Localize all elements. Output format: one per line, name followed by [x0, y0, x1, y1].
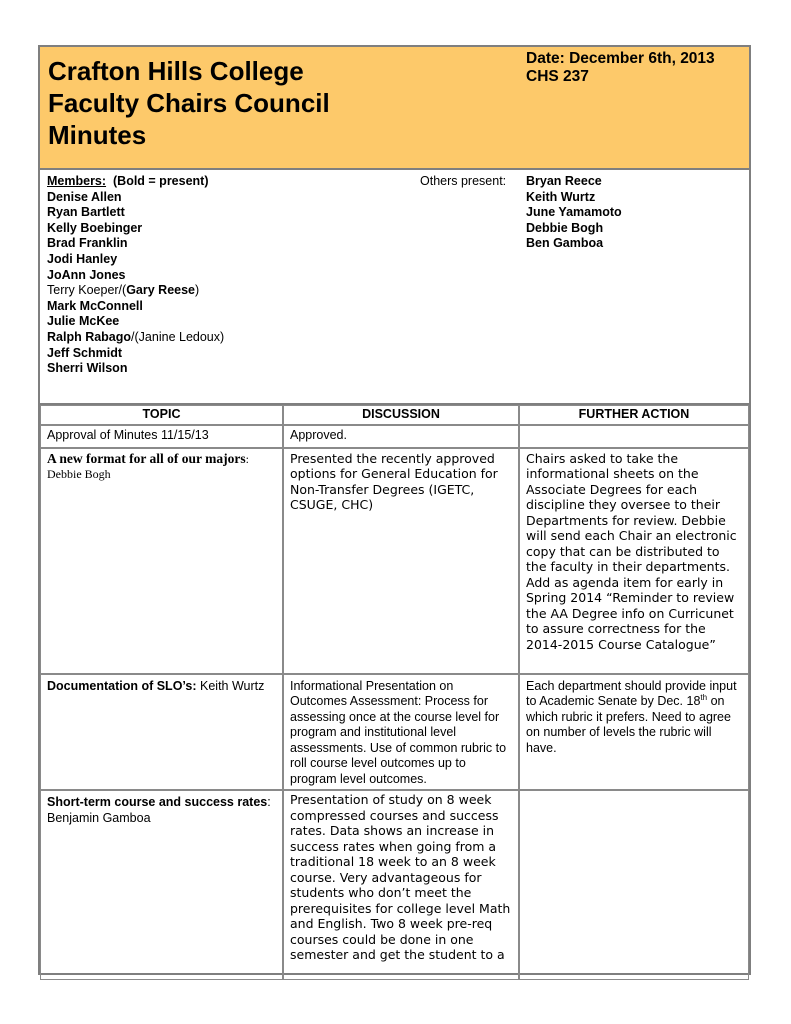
- topic-presenter: Keith Wurtz: [196, 678, 265, 693]
- members-section: [40, 170, 749, 405]
- member: Jeff Schmidt: [47, 345, 123, 360]
- title-line: Crafton Hills College: [48, 56, 304, 86]
- guest: Ben Gamboa: [526, 236, 604, 251]
- topic-presenter: Debbie Bogh: [47, 467, 111, 481]
- action-cell: [519, 425, 749, 448]
- table-row: [40, 790, 749, 980]
- column-header-action: FURTHER ACTION: [519, 405, 749, 425]
- members-legend: (Bold = present): [113, 174, 209, 188]
- guest: Bryan Reece: [526, 174, 602, 188]
- discussion-cell: Presented the recently approved options for General Education for Non-Transfer Degrees (IGETC, CSUGE, CHC): [283, 448, 519, 674]
- document-title: [48, 55, 330, 151]
- column-header-topic: TOPIC: [40, 405, 283, 425]
- guest: Keith Wurtz: [526, 189, 596, 204]
- member: Terry Koeper/(Gary Reese): [47, 283, 200, 298]
- guest: Debbie Bogh: [526, 220, 604, 235]
- title-line: Faculty Chairs Council: [48, 88, 330, 118]
- topic-cell: [40, 674, 283, 791]
- topic-cell: [40, 790, 283, 980]
- members-label: Members:: [47, 174, 107, 188]
- member: Denise Allen: [47, 189, 122, 204]
- member: Julie McKee: [47, 314, 120, 329]
- title-line: Minutes: [48, 120, 147, 150]
- action-cell: Each department should provide input to Academic Senate by Dec. 18th on which rubric it prefers. Need to agree on number of levels the rubric will have.: [519, 674, 749, 791]
- action-cell: Chairs asked to take the informational sheets on the Associate Degrees for each discipline they oversee to their Departments for review. Debbie will send each Chair an electronic copy that can be distributed to the faculty in their departments. Add as agenda item for early in Spring 2014 “Reminder to review the AA Degree info on Curricunet to assure correctness for the 2014-2015 Course Catalogue”: [519, 448, 749, 674]
- action-cell: [519, 790, 749, 980]
- member: JoAnn Jones: [47, 267, 126, 282]
- table-header-row: [40, 405, 749, 425]
- members-heading: [47, 174, 224, 190]
- column-header-discussion: DISCUSSION: [283, 405, 519, 425]
- member: Kelly Boebinger: [47, 220, 143, 235]
- table-row: [40, 425, 749, 448]
- meeting-meta: [526, 50, 715, 86]
- topic-title: Documentation of SLO’s:: [47, 678, 197, 693]
- topic-title: Short-term course and success rates: [47, 795, 268, 809]
- member: Ralph Rabago/(Janine Ledoux): [47, 329, 225, 344]
- members-list: [47, 174, 224, 377]
- discussion-cell: Informational Presentation on Outcomes Assessment: Process for assessing once at the course level for program and institutional level assessments. Use of common rubric to roll course level outcomes up to program level outcomes.: [283, 674, 519, 791]
- meeting-date: Date: December 6th, 2013: [526, 50, 715, 67]
- discussion-cell: Approved.: [283, 425, 519, 448]
- others-present-label: Others present:: [420, 174, 507, 188]
- table-row: [40, 674, 749, 791]
- member: Ryan Bartlett: [47, 205, 125, 220]
- topic-title: A new format for all of our majors: [47, 450, 246, 466]
- guest: June Yamamoto: [526, 205, 622, 220]
- member: Sherri Wilson: [47, 361, 128, 376]
- header-banner: [40, 47, 749, 170]
- others-present-list: [526, 174, 622, 252]
- topic-presenter: : Benjamin Gamboa: [47, 795, 271, 825]
- member: Brad Franklin: [47, 236, 128, 251]
- table-row: [40, 448, 749, 674]
- member: Jodi Hanley: [47, 251, 118, 266]
- minutes-document: [38, 45, 751, 975]
- meeting-room: CHS 237: [526, 68, 589, 85]
- member: Mark McConnell: [47, 298, 143, 313]
- discussion-cell: Presentation of study on 8 week compressed courses and success rates. Data shows an increase in success rates when going from a traditional 18 week to an 8 week course. Very advantageous for students who don’t meet the prerequisites for college level Math and English. Two 8 week pre-req courses could be done in one semester and get the student to a: [283, 790, 519, 980]
- minutes-table: [40, 405, 749, 980]
- topic-cell: Approval of Minutes 11/15/13: [40, 425, 283, 448]
- topic-cell: A new format for all of our majors: Debbie Bogh: [40, 448, 283, 674]
